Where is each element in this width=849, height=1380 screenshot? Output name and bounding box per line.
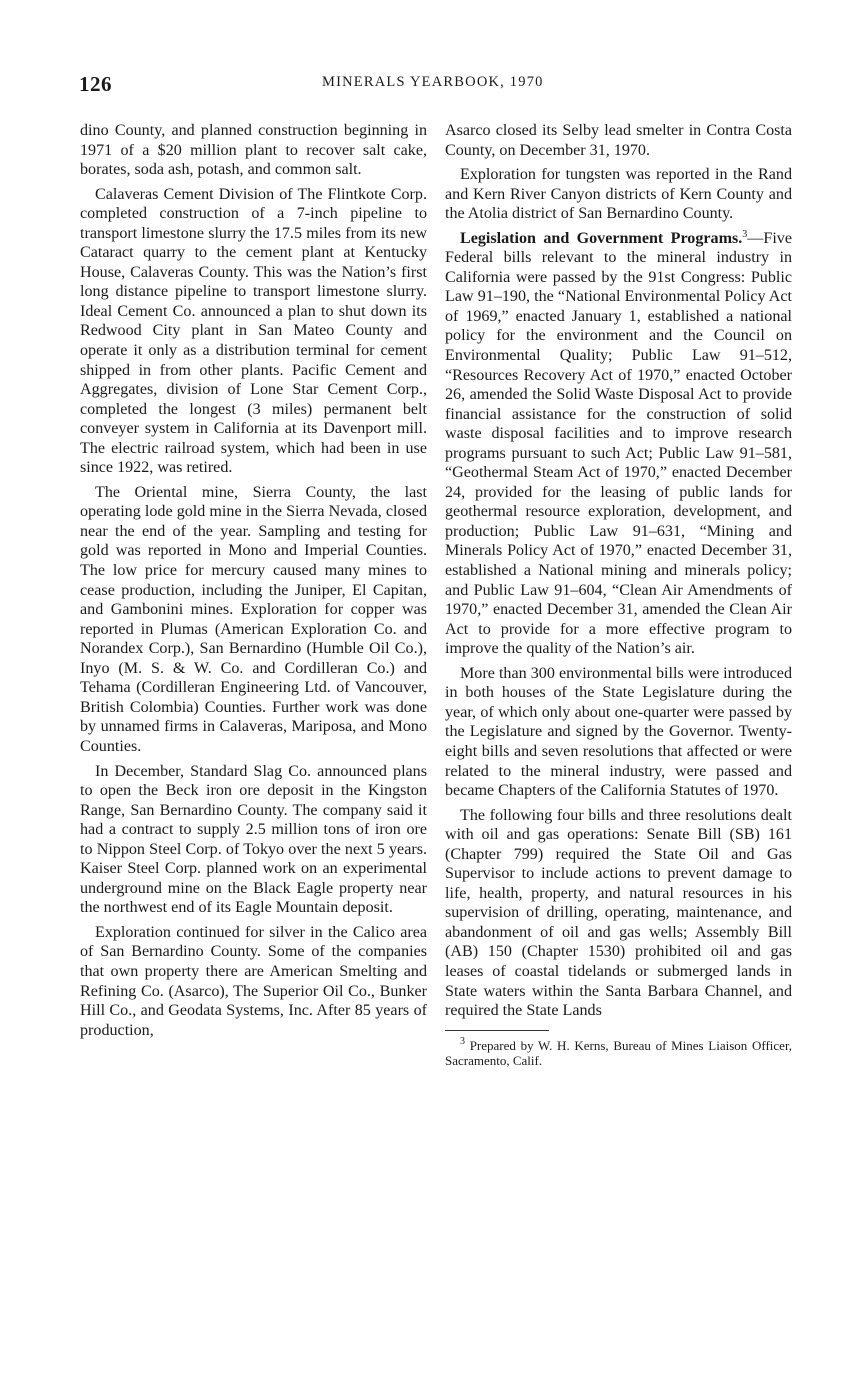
paragraph: In December, Standard Slag Co. announced plans to open the Beck iron ore deposit in the Kingston Range, San Bernardino County. The company said it had a contract to supply 2.5 million tons of iron ore to Nippon Steel Corp. of Tokyo over the next 5 years. Kaiser Steel Corp. planned work on an experimental underground mine on the Black Eagle property near the northwest end of its Eagle Mountain deposit. [80, 762, 427, 917]
legislation-paragraph [445, 229, 792, 659]
left-column [80, 121, 427, 1045]
paragraph: dino County, and planned construction beginning in 1971 of a $20 million plant to recover salt cake, borates, soda ash, potash, and common salt. [80, 122, 427, 179]
footnote-marker: 3 [460, 1035, 465, 1047]
paragraph: More than 300 environmental bills were introduced in both houses of the State Legislature during the year, of which only about one-quarter were passed by the Legislature and signed by the Governor. Twenty-eight bills and seven resolutions that affected or were related to the mineral industry, were passed and became Chapters of the California Statutes of 1970. [445, 664, 792, 800]
footnote-divider [445, 1030, 549, 1031]
paragraph: Exploration continued for silver in the Calico area of San Bernardino County. Some of the companies that own property there are American Smelting and Refining Co. (Asarco), The Superior Oil Co., Bunker Hill Co., and Geodata Systems, Inc. After 85 years of production, [80, 923, 427, 1039]
footnote-text: Prepared by W. H. Kerns, Bureau of Mines Liaison Officer, Sacramento, Calif. [445, 1037, 793, 1069]
section-heading: Legislation and Government Programs. [460, 229, 743, 247]
legislation-text: —Five Federal bills relevant to the mineral industry in California were passed by the 91st Congress: Public Law 91–190, the “National Environmental Policy Act of 1969,” enacted January 1, established a national policy for the environment and the Council on Environmental Quality; Public Law 91–512, “Resources Recovery Act of 1970,” enacted October 26, amended the Solid Waste Disposal Act to provide financial assistance for the construction of solid waste disposal facilities and to improve research programs pursuant to such Act; Public Law 91–581, “Geothermal Steam Act of 1970,” enacted December 24, provided for the leasing of public lands for geothermal resource exploration, development, and production; Public Law 91–631, “Mining and Minerals Policy Act of 1970,” enacted December 31, established a National mining and minerals policy; and Public Law 91–604, “Clean Air Amendments of 1970,” enacted December 31, amended the Clean Air Act to provide for a more effective program to improve the quality of the Nation’s air. [445, 229, 792, 658]
paragraph: Calaveras Cement Division of The Flintkote Corp. completed construction of a 7-inch pipeline to transport limestone slurry the 17.5 miles from its new Cataract quarry to the cement plant at Kentucky House, Calaveras County. This was the Nation’s first long distance pipeline to transport limestone slurry. Ideal Cement Co. announced a plan to shut down its Redwood City plant in San Mateo County and operate it only as a distribution terminal for cement shipped in from other plants. Pacific Cement and Aggregates, division of Lone Star Cement Corp., completed the longest (3 miles) permanent belt conveyer system in California at its Davenport mill. The electric railroad system, which had been in use since 1922, was retired. [80, 185, 427, 477]
running-head: MINERALS YEARBOOK, 1970 [322, 74, 544, 90]
footnote [445, 1035, 793, 1069]
paragraph: The Oriental mine, Sierra County, the last operating lode gold mine in the Sierra Nevada, closed near the end of the year. Sampling and testing for gold was reported in Mono and Imperial Counties. The low price for mercury caused many mines to cease production, including the Juniper, El Capitan, and Gambonini mines. Exploration for copper was reported in Plumas (American Exploration Co. and Norandex Corp.), San Bernardino (Humble Oil Co.), Inyo (M. S. & W. Co. and Cordilleran Co.) and Tehama (Cordilleran Engineering Ltd. of Vancouver, British Colombia) Counties. Further work was done by unnamed firms in Calaveras, Mariposa, and Mono Counties. [80, 483, 427, 755]
paragraph: Asarco closed its Selby lead smelter in Contra Costa County, on December 31, 1970. [445, 122, 792, 159]
paragraph: Exploration for tungsten was reported in the Rand and Kern River Canyon districts of Kern County and the Atolia district of San Bernardino County. [445, 166, 792, 223]
page-number: 126 [79, 72, 112, 96]
right-column [445, 121, 792, 1074]
paragraph: The following four bills and three resolutions dealt with oil and gas operations: Senate Bill (SB) 161 (Chapter 799) required the State Oil and Gas Supervisor to include actions to prevent damage to life, health, property, and natural resources in his supervision of drilling, operating, maintenance, and abandonment of oil and gas wells; Assembly Bill (AB) 150 (Chapter 1530) prohibited oil and gas leases of coastal tidelands or submerged lands in State waters within the Santa Barbara Channel, and required the State Lands [445, 806, 792, 1020]
footnote-reference: 3 [742, 228, 748, 240]
